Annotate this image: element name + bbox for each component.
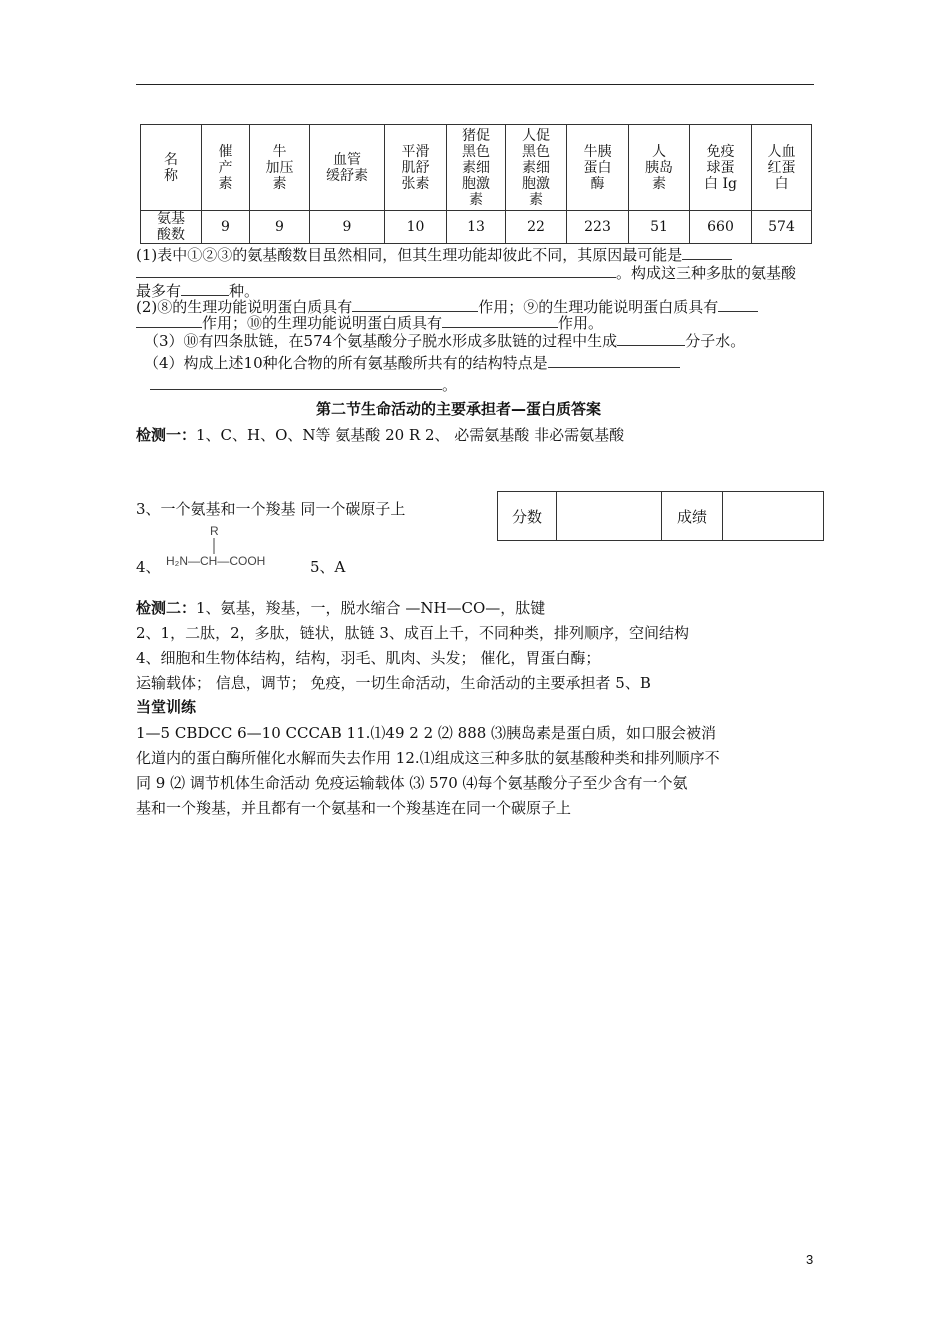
cell-line: 胞激 <box>462 175 490 192</box>
q3-text: （3）⑩有四条肽链，在574个氨基酸分子脱水形成多肽链的过程中生成 <box>144 332 618 350</box>
q2-text: 作用。 <box>558 314 604 332</box>
answer-blank[interactable] <box>181 281 229 296</box>
practice-line-2: 化道内的蛋白酶所催化水解而失去作用 12.⑴组成这三种多肽的氨基酸种类和排列顺序不 <box>136 749 720 767</box>
cell-line: 免疫 <box>706 143 735 160</box>
table-cell <box>567 125 629 211</box>
cell-line: 酸数 <box>157 227 185 243</box>
question-4-line-2 <box>150 374 457 395</box>
cell-line: 人促 <box>522 127 550 144</box>
cell-line: 牛胰 <box>583 143 612 160</box>
cell-line: 素 <box>272 175 287 192</box>
q1-text: (1)表中①②③的氨基酸数目虽然相同，但其生理功能却彼此不同，其原因最可能是 <box>136 246 683 264</box>
page-number: 3 <box>806 1252 814 1267</box>
answer-5: 5、A <box>310 558 346 576</box>
q2-text: (2)⑧的生理功能说明蛋白质具有 <box>136 298 353 316</box>
cell-line: 人血 <box>767 143 796 160</box>
cell-line: 平滑 <box>401 143 430 160</box>
answer-blank[interactable] <box>718 297 758 312</box>
table-row <box>498 492 824 541</box>
practice-line-4: 基和一个羧基，并且都有一个氨基和一个羧基连在同一个碳原子上 <box>136 799 572 817</box>
cell-line: 素 <box>652 175 666 192</box>
cell-line: 素 <box>469 191 483 208</box>
cell-line: 白 <box>774 175 789 192</box>
test-2-label: 检测二： <box>136 599 197 617</box>
table-cell: 660 <box>690 211 752 244</box>
table-cell: 10 <box>385 211 447 244</box>
answer-blank[interactable] <box>442 313 558 328</box>
answer-blank[interactable] <box>682 245 732 260</box>
cell-line: 产 <box>218 159 233 176</box>
cell-line: 张素 <box>401 175 430 192</box>
table-cell: 9 <box>202 211 250 244</box>
q1-text: 种。 <box>229 282 260 300</box>
cell-line: 胰岛 <box>645 159 673 176</box>
cell-line: 缓舒素 <box>326 167 368 184</box>
grade-field[interactable] <box>723 492 824 541</box>
cell-line: 黑色 <box>462 143 490 160</box>
answer-blank[interactable] <box>617 331 685 346</box>
cell-line: 称 <box>164 167 178 184</box>
practice-line-3: 同 9 ⑵ 调节机体生命活动 免疫运输载体 ⑶ 570 ⑷每个氨基酸分子至少含有一个氨 <box>136 774 688 792</box>
cell-line: 人 <box>652 143 666 160</box>
q1-text: 。构成这三种多肽的氨基酸 <box>616 264 797 282</box>
table-cell <box>506 125 567 211</box>
table-cell <box>385 125 447 211</box>
test-2-text: 1、氨基，羧基，一，脱水缩合 —NH—CO—，肽键 <box>196 599 546 617</box>
table-cell: 574 <box>752 211 812 244</box>
test-1-label: 检测一： <box>136 426 197 444</box>
cell-line: 酶 <box>590 175 605 192</box>
table-cell <box>310 125 385 211</box>
table-cell <box>250 125 310 211</box>
table-cell <box>629 125 690 211</box>
question-4-line-1 <box>144 352 680 373</box>
table-cell: 13 <box>447 211 506 244</box>
q4-text: （4）构成上述10种化合物的所有氨基酸所共有的结构特点是 <box>144 354 548 372</box>
cell-line: 催 <box>218 143 233 160</box>
practice-line-1: 1—5 CBDCC 6—10 CCCAB 11.⑴49 2 2 ⑵ 888 ⑶胰岛素是蛋白质，如口服会被消 <box>136 724 717 742</box>
table-cell: 9 <box>310 211 385 244</box>
cell-line: 球蛋 <box>706 159 735 176</box>
q2-text: 作用；⑩的生理功能说明蛋白质具有 <box>202 314 443 332</box>
grade-label: 成绩 <box>662 492 723 541</box>
test-2-line-1 <box>136 597 545 618</box>
table-cell <box>690 125 752 211</box>
answer-blank[interactable] <box>150 375 442 390</box>
cell-line: 蛋白 <box>583 159 612 176</box>
cell-line: 名 <box>164 151 178 168</box>
cell-line: 猪促 <box>462 127 490 144</box>
formula-backbone: H₂N—CH—COOH <box>166 554 266 568</box>
q3-text: 分子水。 <box>685 332 746 350</box>
table-cell: 223 <box>567 211 629 244</box>
test-1-text: 1、C、H、O、N等 氨基酸 20 R 2、 必需氨基酸 非必需氨基酸 <box>196 426 625 444</box>
table-cell: 9 <box>250 211 310 244</box>
question-3 <box>144 330 745 351</box>
answer-blank[interactable] <box>548 353 680 368</box>
amino-acid-formula <box>160 521 288 575</box>
cell-line: 素 <box>529 191 543 208</box>
answer-title: 第二节生命活动的主要承担者—蛋白质答案 <box>316 400 602 418</box>
cell-line: 加压 <box>265 159 294 176</box>
table-cell <box>202 125 250 211</box>
cell-line: 氨基 <box>157 211 185 227</box>
test-2-line-4: 运输载体； 信息，调节； 免疫，一切生命活动，生命活动的主要承担者 5、B <box>136 674 651 692</box>
table-cell <box>141 211 202 244</box>
amino-acid-table <box>140 124 812 244</box>
cell-line: 黑色 <box>522 143 550 160</box>
q4-text: 。 <box>442 376 458 394</box>
q1-text: 最多有 <box>136 282 182 300</box>
cell-line: 血管 <box>333 151 361 168</box>
table-row <box>141 211 812 244</box>
table-cell: 22 <box>506 211 567 244</box>
cell-line: 素细 <box>522 159 550 176</box>
cell-line: 素细 <box>462 159 490 176</box>
test-2-line-2: 2、1，二肽，2，多肽，链状，肽链 3、成百上千，不同种类，排列顺序，空间结构 <box>136 624 689 642</box>
answer-3: 3、一个氨基和一个羧基 同一个碳原子上 <box>136 500 406 518</box>
score-box <box>497 491 824 541</box>
cell-line: 胞激 <box>522 175 550 192</box>
cell-line: 肌舒 <box>401 159 430 176</box>
test-1-line <box>136 424 624 445</box>
score-label: 分数 <box>498 492 557 541</box>
test-2-line-3: 4、细胞和生物体结构，结构，羽毛、肌肉、头发； 催化，胃蛋白酶； <box>136 649 601 667</box>
header-rule <box>136 84 814 85</box>
table-cell: 51 <box>629 211 690 244</box>
cell-line: 素 <box>218 175 233 192</box>
q2-text: 作用；⑨的生理功能说明蛋白质具有 <box>478 298 719 316</box>
table-cell <box>447 125 506 211</box>
answer-blank[interactable] <box>136 263 616 278</box>
table-cell <box>141 125 202 211</box>
formula-r-group: R <box>210 524 219 538</box>
answer-blank[interactable] <box>136 313 202 328</box>
answer-4-number: 4、 <box>136 558 161 576</box>
table-row <box>141 125 812 211</box>
cell-line: 白 Ig <box>704 175 737 192</box>
score-field[interactable] <box>557 492 662 541</box>
cell-line: 红蛋 <box>767 159 796 176</box>
cell-line: 牛 <box>272 143 287 160</box>
table-cell <box>752 125 812 211</box>
practice-label: 当堂训练 <box>136 698 197 716</box>
answer-blank[interactable] <box>352 297 478 312</box>
